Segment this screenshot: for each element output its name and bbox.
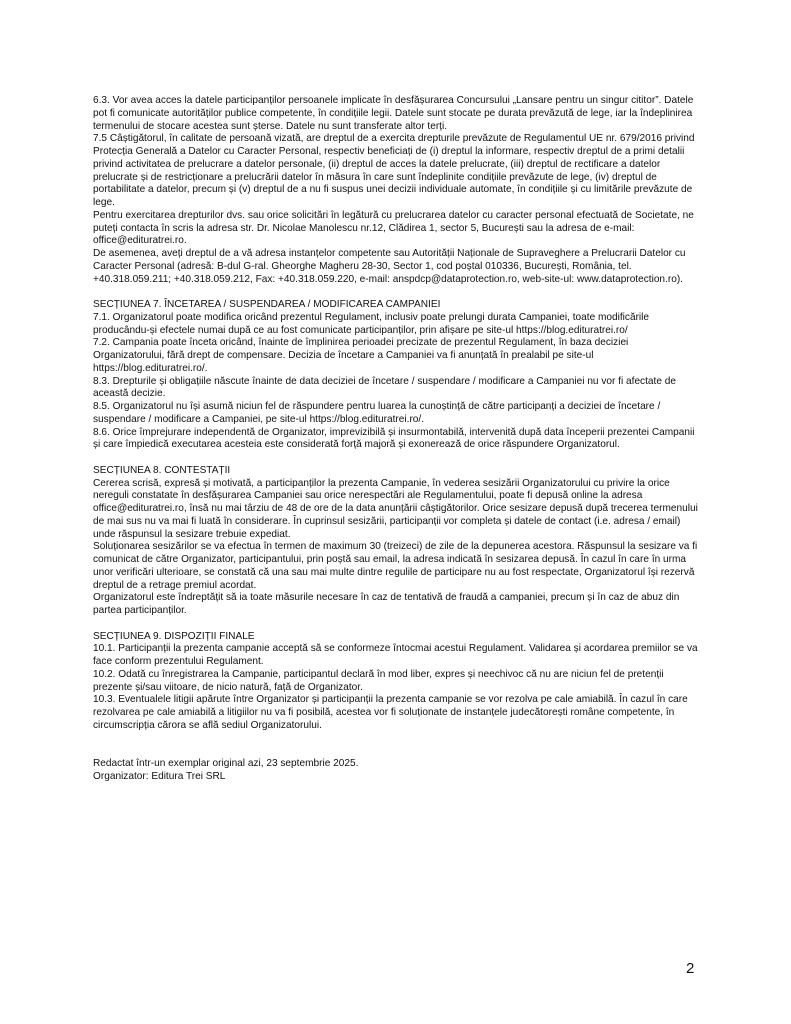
section-7 bbox=[93, 299, 699, 452]
paragraph-contest-resolution: Soluționarea sesizărilor se va efectua în termen de maximum 30 (treizeci) de zile de la depunerea acestora. Răspunsul la sesizare va fi comunicat de către Organizator, participantului, prin poștă sau email, la adresa indicată în sesizarea depusă. În cazul în care în urma unor verificări ulterioare, se constată că una sau mai multe dintre regulile de participare nu au fost respectate, Organizatorul își rezervă dreptul de a retrage premiul acordat. bbox=[93, 541, 698, 591]
document-body bbox=[93, 95, 699, 784]
paragraph-8-5: 8.5. Organizatorul nu își asumă niciun fel de răspundere pentru luarea la cunoștință de către participanți a deciziei de încetare / suspendare / modificare a Campaniei, pe site-ul https://blog.edituratrei.ro/. bbox=[93, 401, 661, 425]
paragraph-contest-submission: Cererea scrisă, expresă și motivată, a participanților la prezenta Campanie, în vederea sesizării Organizatorului cu privire la orice nereguli constatate în desfășurarea Campaniei sau orice nerespectări ale Regulamentului, poate fi depusă online la adresa office@edituratrei.ro, însă nu mai târziu de 48 de ore de la data anunțării câștigătorilor. Orice sesizare depusă după trecerea termenului de mai sus nu va mai fi luată în considerare. În cuprinsul sesizării, participanții vor completa și datele de contact (i.e. adresa / email) unde răspunsul la sesizare trebuie expediat. bbox=[93, 477, 698, 540]
section-8 bbox=[93, 465, 699, 618]
spacer bbox=[93, 286, 699, 299]
paragraph-8-3: 8.3. Drepturile și obligațiile născute înainte de data deciziei de încetare / suspendare / modificare a Campaniei nu vor fi afectate de această decizie. bbox=[93, 375, 676, 400]
spacer bbox=[93, 733, 699, 759]
page-number: 2 bbox=[686, 960, 695, 977]
paragraph-authority-contact: De asemenea, aveți dreptul de a vă adresa instanțelor competente sau Autorității Naționale de Supraveghere a Prelucrarii Datelor cu Caracter Personal (adresă: B-dul G-ral. Gheorghe Magheru 28-30, Sector 1, cod poștal 010336, București, România, tel. +40.318.059.211; +40.318.059.212, Fax: +40.318.059.220, e-mail: anspdcp@dataprotection.ro, web-site-ul: www.dataprotection.ro). bbox=[93, 248, 686, 285]
paragraph-8-6: 8.6. Orice împrejurare independentă de Organizator, imprevizibilă și insurmontabilă, intervenită după data începerii prezentei Campanii și care împiedică executarea acesteia este considerată forță majoră și exonerează de orice răspundere Organizatorul. bbox=[93, 426, 695, 451]
section-6-tail bbox=[93, 95, 699, 286]
paragraph-7-2: 7.2. Campania poate înceta oricând, înainte de împlinirea perioadei precizate de prezentul Regulament, în baza deciziei Organizatorului, fără drept de compensare. Decizia de încetare a Campaniei va fi anunțată în prealabil pe site-ul https://blog.edituratrei.ro/. bbox=[93, 337, 629, 374]
section-9 bbox=[93, 631, 699, 733]
paragraph-rights-contact: Pentru exercitarea drepturilor dvs. sau orice solicitări în legătură cu prelucrarea datelor cu caracter personal efectuată de Societate, ne puteți contacta în scris la adresa str. Dr. Nicolae Manolescu nr.12, Clădirea 1, sector 5, București sau la adresa de e-mail: office@edituratrei.ro. bbox=[93, 209, 694, 247]
spacer bbox=[93, 452, 699, 465]
organizer-line: Organizator: Editura Trei SRL bbox=[93, 770, 226, 782]
paragraph-7-5: 7.5 Câștigătorul, în calitate de persoană vizată, are dreptul de a exercita drepturile prevăzute de Regulamentul UE nr. 679/2016 privind Protecția Generală a Datelor cu Caracter Personal, respectiv beneficiați de (i) dreptul la informare, respectiv dreptul de a primi detalii privind activitatea de prelucrare a datelor personale, (ii) dreptul de acces la datele prelucrate, (iii) dreptul de rectificare a datelor prelucrate și de restricționare a prelucrării datelor în măsura în care sunt îndeplinite condițiile prevăzute de lege, (iv) dreptul de portabilitate a datelor, precum și (v) dreptul de a nu fi suspus unei decizii individuale automate, în condițiile și cu limitările prevăzute de lege. bbox=[93, 133, 695, 208]
closing-block bbox=[93, 758, 699, 784]
paragraph-10-2: 10.2. Odată cu înregistrarea la Campanie, participantul declară în mod liber, expres și neechivoc că nu are niciun fel de pretenții prezente și/sau viitoare, de nicio natură, față de Organizator. bbox=[93, 668, 664, 693]
section-9-heading: SECȚIUNEA 9. DISPOZIȚII FINALE bbox=[93, 630, 255, 642]
paragraph-6-3: 6.3. Vor avea acces la datele participanților persoanele implicate în desfășurarea Concursului „Lansare pentru un singur cititor”. Datele pot fi comunicate autorităților publice competente, în condițiile legii. Datele sunt stocate pe durata prevăzută de lege, iar la îndeplinirea termenului de stocare acestea sunt șterse. Datele nu sunt transferate altor terți. bbox=[93, 95, 694, 132]
spacer bbox=[93, 618, 699, 631]
section-7-heading: SECȚIUNEA 7. ÎNCETAREA / SUSPENDAREA / MODIFICAREA CAMPANIEI bbox=[93, 299, 441, 310]
paragraph-7-1: 7.1. Organizatorul poate modifica oricând prezentul Regulament, inclusiv poate prelungi durata Campaniei, toate modificările producându-și efectele numai după ce au fost comunicate participanților, prin afișare pe site-ul https://blog.edituratrei.ro/ bbox=[93, 311, 650, 336]
section-8-heading: SECȚIUNEA 8. CONTESTAȚII bbox=[93, 464, 231, 476]
paragraph-fraud-measures: Organizatorul este îndreptățit să ia toate măsurile necesare în caz de tentativă de fraudă a campaniei, precum și în caz de abuz din partea participanților. bbox=[93, 592, 680, 616]
paragraph-10-3: 10.3. Eventualele litigii apărute între Organizator și participanții la prezenta campanie se vor rezolva pe cale amiabilă. În cazul în care rezolvarea pe cale amiabilă a litigiilor nu va fi posibilă, acestea vor fi soluționate de instanțele judecătorești române competente, în circumscripția cărora se află sediul Organizatorului. bbox=[93, 694, 688, 731]
paragraph-10-1: 10.1. Participanții la prezenta campanie acceptă să se conformeze întocmai acestui Regulament. Validarea și acordarea premiilor se va face conform prezentului Regulament. bbox=[93, 643, 698, 667]
date-line: Redactat într-un exemplar original azi, 23 septembrie 2025. bbox=[93, 758, 359, 769]
